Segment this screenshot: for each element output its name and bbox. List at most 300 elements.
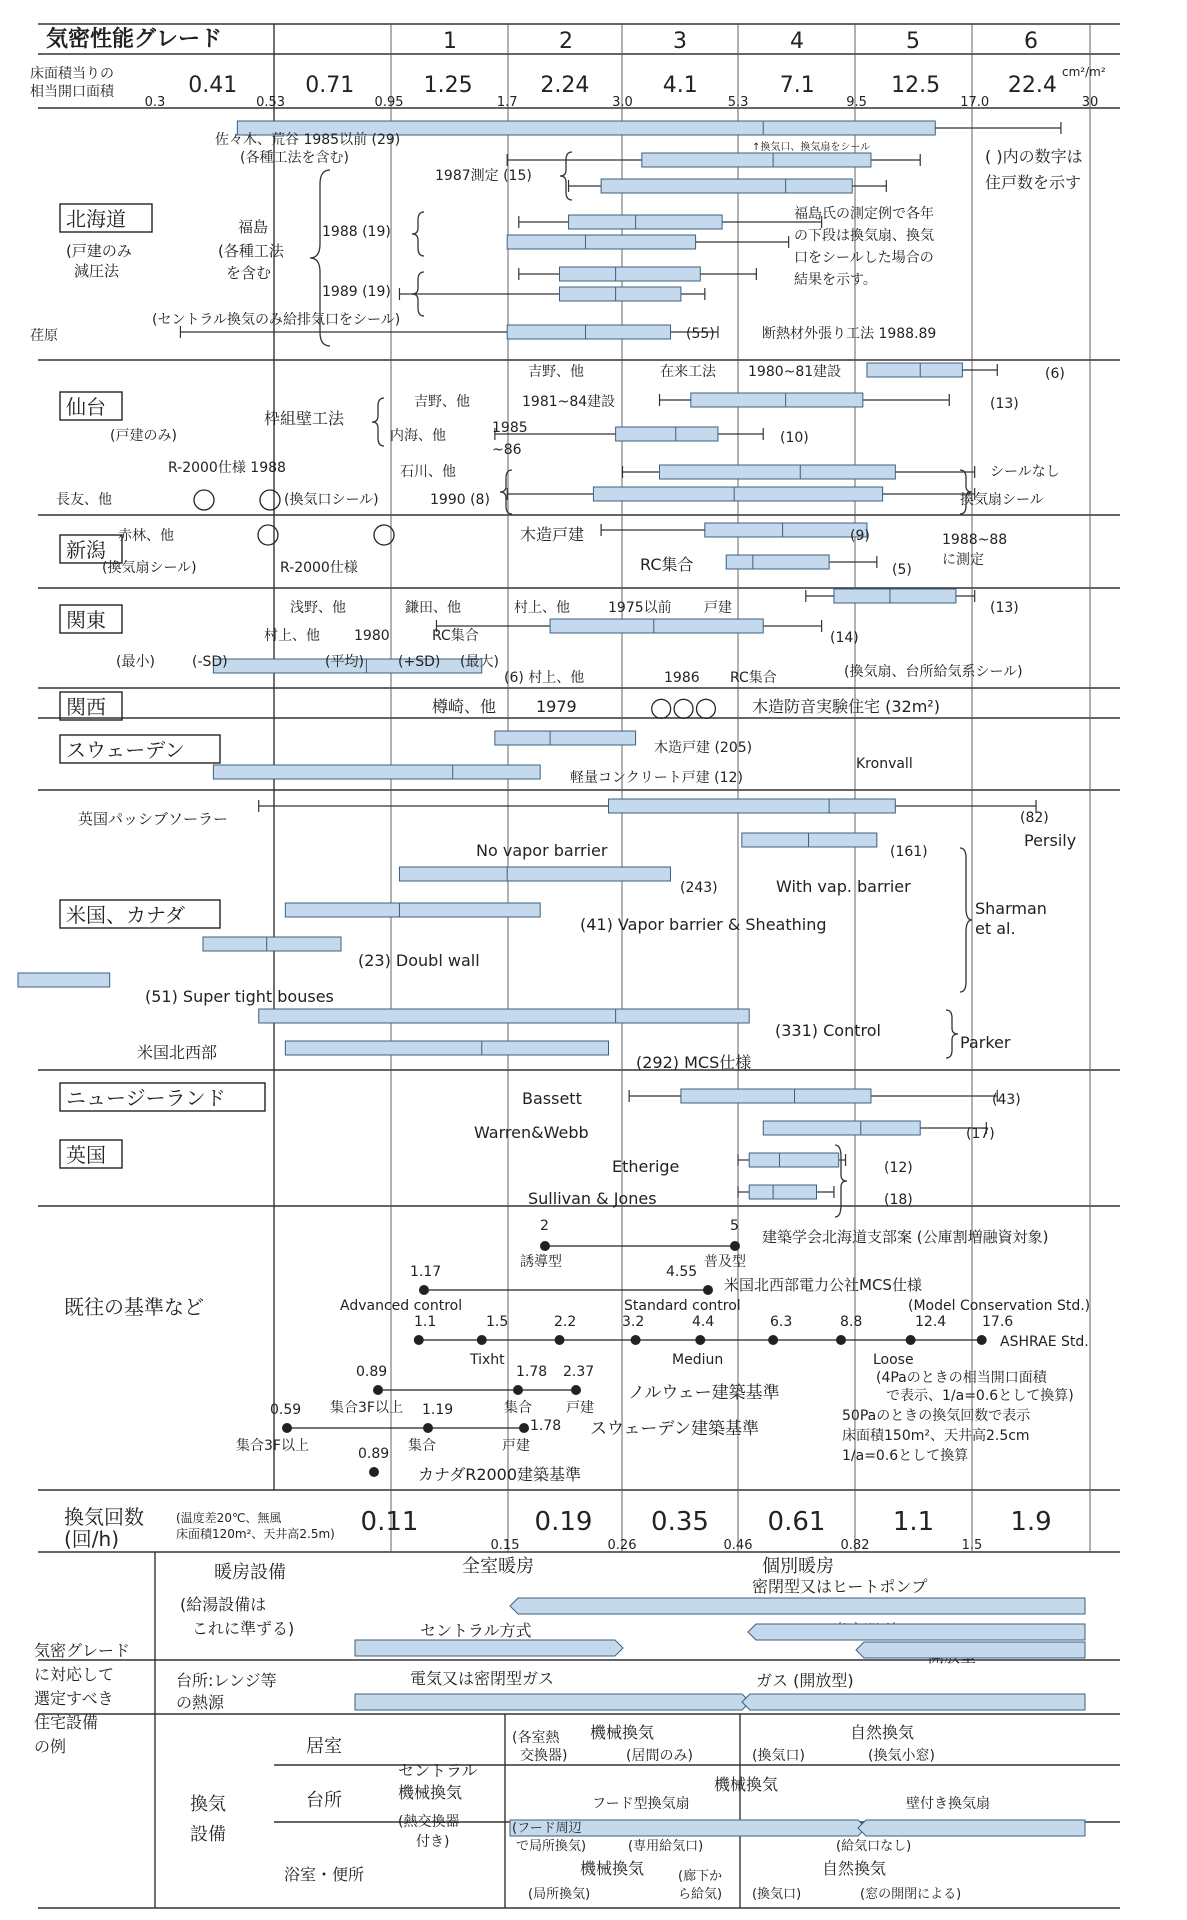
ann-yoshino2: 吉野、他 [414, 394, 470, 410]
ach-value-3: 0.61 [767, 1507, 826, 1537]
std-a44: 4.4 [692, 1314, 715, 1330]
box-1 [642, 153, 871, 167]
bar-kaiho [856, 1642, 1085, 1658]
std-s5: 5 [730, 1218, 739, 1234]
ann-fuku-note-1: 福島氏の測定例で各年 [794, 206, 934, 222]
eq-zenshitsu: 全室暖房 [462, 1556, 534, 1577]
std-s178: 1.78 [530, 1418, 562, 1434]
ann-n55: (55) [686, 326, 715, 342]
boxplot-21 [742, 833, 877, 847]
header-grade-row [46, 26, 1038, 54]
box-27 [285, 1041, 608, 1055]
eq-central-vent-2: 機械換気 [398, 1783, 463, 1802]
standards-section [64, 1218, 1090, 1484]
box-30 [749, 1153, 838, 1167]
region-usa: 米国、カナダ [66, 903, 185, 927]
area-value-4: 4.1 [662, 73, 698, 98]
area-value-7: 22.4 [1007, 73, 1057, 98]
grade-label: 気密性能グレード [46, 27, 223, 52]
ann-fuku-note-3: 口をシールした場合の [794, 250, 934, 266]
ann-wakugumi: 枠組壁工法 [264, 409, 345, 428]
ann-bassett: Bassett [522, 1089, 582, 1108]
ach-cond-1: (温度差20℃、無風 [176, 1511, 282, 1525]
ann-sotobari: 断熱材外張り工法 1988.89 [762, 326, 937, 342]
eq-dedicated: (専用給気口) [628, 1839, 704, 1854]
ann-built8081: 1980~81建設 [748, 364, 842, 380]
box-13 [705, 523, 867, 537]
ashrae-dot-8 [977, 1335, 987, 1345]
std-norway: ノルウェー建築基準 [628, 1383, 780, 1403]
area-tick-2: 0.95 [374, 95, 404, 110]
area-tick-1: 0.53 [256, 95, 286, 110]
region-sweden: スウェーデン [66, 738, 185, 762]
boxplot-30 [738, 1153, 846, 1167]
std-std: Standard control [624, 1298, 741, 1314]
grade-4: 4 [790, 29, 804, 54]
ann-sw-wood: 木造戸建 (205) [654, 740, 753, 756]
box-5 [560, 267, 701, 281]
eq-hood-1: (フード周辺 [512, 1821, 582, 1836]
std-pa50-1: 50Paのときの換気回数で表示 [842, 1408, 1031, 1424]
ann-zairai: 在来工法 [660, 364, 716, 380]
bar-central [355, 1640, 623, 1656]
std-n237: 2.37 [563, 1364, 595, 1380]
ann-1986: 1986 [664, 670, 700, 686]
boxplot-16 [436, 619, 821, 633]
ann-kakusyu: (各種工法を含む) [240, 150, 349, 166]
ach-tick-2: 0.46 [723, 1538, 753, 1553]
eq-kankiko: (換気口) [752, 1748, 805, 1764]
boxplot-28 [629, 1089, 997, 1103]
boxplot-3 [519, 215, 822, 229]
area-value-6: 12.5 [891, 73, 941, 98]
eq-mech-vent3: 機械換気 [580, 1859, 645, 1878]
box-19 [213, 765, 540, 779]
ann-n17: (17) [966, 1126, 995, 1142]
ann-tarusaki: 樽崎、他 [432, 697, 497, 716]
std-s119: 1.19 [422, 1402, 454, 1418]
ach-value-0: 0.11 [360, 1507, 419, 1537]
boxplot-26 [259, 1009, 750, 1023]
std-aij-dot-1 [540, 1241, 550, 1251]
ann-murakami2: 村上、他 [264, 628, 320, 644]
area-tick-8: 30 [1081, 95, 1099, 110]
ann-soundproof: 木造防音実験住宅 (32m²) [752, 697, 940, 716]
box-31 [749, 1185, 816, 1199]
std-a88: 8.8 [840, 1314, 863, 1330]
std-v455: 4.55 [666, 1264, 698, 1280]
eq-corridor-2: ら給気) [678, 1887, 723, 1902]
ann-seal-nashi: シールなし [990, 464, 1060, 480]
std-s059: 0.59 [270, 1402, 302, 1418]
ach-value-2: 0.35 [651, 1507, 709, 1537]
eq-mippei-hp: 密閉型又はヒートポンプ [752, 1577, 928, 1596]
eq-central-vent-4: 付き) [416, 1834, 450, 1850]
eq-central-vent-1: セントラル [398, 1761, 478, 1780]
box-6 [560, 287, 681, 301]
ann-1985-2: ~86 [492, 442, 522, 458]
marker-circle-3 [258, 525, 278, 545]
std-norway-dot-1 [373, 1385, 383, 1395]
eq-room: 居室 [306, 1736, 342, 1757]
ann-fuku-note-4: 結果を示す。 [794, 272, 877, 288]
std-a176: 17.6 [982, 1314, 1014, 1330]
ann-1985-1: 1985 [492, 420, 528, 436]
ann-mcs: (292) MCS仕様 [636, 1053, 752, 1072]
std-a15: 1.5 [486, 1314, 509, 1330]
ashrae-dot-2 [555, 1335, 565, 1345]
std-a124: 12.4 [915, 1314, 947, 1330]
std-pa4-2: で表示、1/a=0.6として換算) [886, 1388, 1074, 1404]
ann-8888-2: に測定 [942, 552, 984, 568]
std-model: (Model Conservation Std.) [908, 1298, 1091, 1314]
ann-sw-concrete: 軽量コンクリート戸建 (12) [570, 770, 743, 786]
eq-local: (局所換気) [528, 1887, 591, 1902]
brace-sharman [960, 848, 972, 992]
std-mediun: Mediun [672, 1352, 724, 1368]
boxplot-4 [507, 235, 788, 249]
boxplot-10 [495, 427, 763, 441]
area-tick-3: 1.7 [496, 95, 518, 110]
box-8 [867, 363, 962, 377]
std-s-shugo3f: 集合3F以上 [236, 1438, 309, 1454]
ann-fan-kitchen-seal: (換気扇、台所給気系シール) [844, 664, 1023, 680]
grade-5: 5 [906, 29, 920, 54]
ashrae-dot-5 [768, 1335, 778, 1345]
ann-super: (51) Super tight bouses [145, 987, 334, 1006]
eq-electric: 電気又は密閉型ガス [410, 1669, 555, 1688]
box-9 [691, 393, 863, 407]
boxplot-24 [203, 937, 341, 951]
ann-n6: (6) [1045, 366, 1065, 382]
box-24 [203, 937, 341, 951]
eq-hood-fan: フード型換気扇 [592, 1796, 690, 1812]
ann-1987: 1987測定 (15) [435, 168, 532, 184]
box-2 [601, 179, 852, 193]
ann-1979: 1979 [536, 697, 577, 716]
brace-wakugumi [372, 398, 384, 446]
grade-2: 2 [559, 29, 573, 54]
ann-kronvall: Kronvall [856, 756, 913, 772]
eq-ima-only: (居間のみ) [626, 1748, 693, 1764]
box-7 [507, 325, 670, 339]
eq-vent-2: 設備 [190, 1824, 226, 1845]
ann-yoshino: 吉野、他 [528, 364, 584, 380]
ashrae-dot-7 [906, 1335, 916, 1345]
ann-note-paren-2: 住戸数を示す [985, 173, 1082, 192]
ann-n9: (9) [850, 528, 870, 544]
ann-heikin: (平均) [325, 654, 364, 670]
std-a22: 2.2 [554, 1314, 577, 1330]
ann-circles3: ◯◯◯ [650, 695, 718, 719]
ashrae-dot-3 [631, 1335, 641, 1345]
box-22 [399, 867, 670, 881]
box-12 [593, 487, 882, 501]
ann-1990: 1990 (8) [430, 492, 490, 508]
ann-central-seal: (セントラル換気のみ給排気口をシール) [152, 312, 401, 328]
std-yudo: 誘導型 [520, 1254, 562, 1270]
box-10 [616, 427, 718, 441]
ach-tick-4: 1.5 [961, 1538, 983, 1553]
ann-n14: (14) [830, 630, 859, 646]
ann-etherige: Etherige [612, 1157, 680, 1176]
eq-vent-1: 換気 [190, 1794, 226, 1815]
brace-1990 [500, 470, 512, 514]
ann-n43: (43) [992, 1092, 1021, 1108]
ann-n13: (13) [990, 396, 1019, 412]
region-uk: 英国 [66, 1143, 106, 1167]
std-n-kodate: 戸建 [566, 1400, 594, 1416]
boxplot-29 [763, 1121, 986, 1135]
eq-window: (窓の開閉による) [860, 1887, 962, 1902]
std-canada-dot [369, 1467, 379, 1477]
std-pa50-2: 床面積150m²、天井高2.5cm [842, 1428, 1030, 1444]
ann-n161: (161) [890, 844, 928, 860]
ann-1989: 1989 (19) [322, 284, 391, 300]
brace-parker [946, 1010, 958, 1058]
eq-central-vent-3: (熱交換器 [398, 1814, 460, 1830]
region-kanto: 関東 [66, 608, 106, 632]
ann-1980: 1980 [354, 628, 390, 644]
eq-side-2: に対応して [34, 1665, 115, 1684]
region-labels [60, 204, 265, 1168]
boxplot-11 [623, 465, 975, 479]
header-area-row [30, 65, 1106, 110]
box-20 [608, 799, 895, 813]
box-14 [726, 555, 829, 569]
std-sweden-dot-3 [519, 1423, 529, 1433]
boxplot-2 [569, 179, 887, 193]
eq-mech-vent2: 機械換気 [714, 1775, 779, 1794]
std-pa50-3: 1/a=0.6として換算 [842, 1448, 969, 1464]
ach-value-1: 0.19 [534, 1507, 593, 1537]
ann-fukushima: 福島 [238, 218, 269, 236]
region-sendai: 仙台 [66, 395, 106, 419]
brace-1988 [412, 212, 424, 256]
area-tick-5: 5.3 [727, 95, 749, 110]
ann-fuku-note-2: の下段は換気扇、換気 [794, 228, 934, 244]
std-aij: 建築学会北海道支部案 (公庫割増融資対象) [762, 1228, 1049, 1246]
ann-murakami: 村上、他 [514, 600, 570, 616]
std-n089: 0.89 [356, 1364, 388, 1380]
eq-side-5: の例 [34, 1737, 67, 1756]
std-sweden-dot-2 [423, 1423, 433, 1433]
ann-sullivan: Sullivan & Jones [528, 1189, 657, 1208]
area-tick-6: 9.5 [846, 95, 867, 110]
eq-kitchen: 台所 [306, 1790, 342, 1811]
boxplot-31 [738, 1185, 834, 1199]
grade-1: 1 [443, 29, 457, 54]
ann-msd: (-SD) [192, 654, 228, 670]
ashrae-dot-6 [836, 1335, 846, 1345]
std-norway-dot-2 [513, 1385, 523, 1395]
eq-kakushitsu-1: (各室熱 [512, 1730, 560, 1746]
ann-fukushima-3: を含む [226, 264, 272, 282]
eq-side-4: 住宅設備 [34, 1713, 99, 1732]
unit-label: cm²/m² [1062, 65, 1106, 79]
box-28 [681, 1089, 871, 1103]
std-loose: Loose [873, 1352, 914, 1368]
boxplot-22 [399, 867, 670, 881]
ann-saidai: (最大) [460, 654, 499, 670]
area-value-1: 0.71 [305, 73, 355, 98]
ann-rc-shugo2: RC集合 [432, 628, 479, 644]
eq-mech-vent: 機械換気 [590, 1723, 655, 1742]
ann-n243: (243) [680, 880, 718, 896]
eq-kankiko2: (換気口) [752, 1887, 802, 1902]
area-tick-0: 0.3 [144, 95, 166, 110]
ann-r2000-1988: R-2000仕様 1988 [168, 460, 286, 476]
ann-rc-shugo3: RC集合 [730, 670, 777, 686]
ann-before1975: 1975以前 [608, 600, 672, 616]
ach-tick-1: 0.26 [607, 1538, 637, 1553]
ann-kamata: 鎌田、他 [405, 600, 461, 616]
ann-mokuzo-kodate: 木造戸建 [520, 525, 585, 544]
ann-asano: 浅野、他 [290, 600, 346, 616]
box-4 [507, 235, 695, 249]
std-sweden: スウェーデン建築基準 [590, 1419, 759, 1439]
ann-n41: (41) Vapor barrier & Sheathing [580, 915, 827, 934]
std-tixht: Tixht [470, 1352, 505, 1368]
region-niigata: 新潟 [66, 538, 106, 562]
ach-tick-0: 0.15 [490, 1538, 520, 1553]
ann-n12: (12) [884, 1160, 913, 1176]
area-label-1: 床面積当りの [30, 66, 114, 82]
box-23 [285, 903, 540, 917]
box-3 [569, 215, 723, 229]
region-kansai: 関西 [66, 695, 106, 719]
bar-gas-open [742, 1694, 1085, 1710]
std-a63: 6.3 [770, 1314, 793, 1330]
ann-fan-seal2: (換気扇シール) [102, 560, 197, 576]
ach-row [64, 1505, 1052, 1553]
ach-value-5: 1.9 [1010, 1507, 1052, 1537]
std-title: 既往の基準など [64, 1295, 204, 1319]
area-value-3: 2.24 [540, 73, 590, 98]
grade-6: 6 [1024, 29, 1038, 54]
box-25 [18, 973, 110, 987]
area-tick-7: 17.0 [960, 95, 990, 110]
std-s-kodate: 戸建 [502, 1438, 530, 1454]
eq-heating-3: これに準ずる) [192, 1619, 295, 1638]
ashrae-dot-1 [477, 1335, 487, 1345]
box-21 [742, 833, 877, 847]
ann-sasaki: 佐々木、荒谷 1985以前 (29) [215, 132, 401, 148]
std-canada: カナダR2000建築基準 [418, 1465, 582, 1484]
boxplot-25 [0, 973, 110, 987]
bar-wall-fan [858, 1820, 1085, 1836]
std-pa4-1: (4Paのときの相当開口面積 [876, 1370, 1047, 1386]
eq-kanki-komado: (換気小窓) [868, 1748, 935, 1764]
box-15 [834, 589, 956, 603]
std-adv: Advanced control [340, 1298, 463, 1314]
ann-n5: (5) [892, 562, 912, 578]
ann-kankiko-seal: (換気口シール) [284, 492, 379, 508]
ann-1988: 1988 (19) [322, 224, 391, 240]
marker-circle-2 [260, 490, 280, 510]
ann-with-vap: With vap. barrier [776, 877, 911, 896]
ann-seal-small: ↑換気口、換気扇をシール [752, 142, 871, 153]
eq-kobetsu: 個別暖房 [762, 1556, 834, 1577]
boxplot-6 [399, 287, 704, 301]
eq-hood-2: で局所換気) [516, 1839, 587, 1854]
ann-doubl: (23) Doubl wall [358, 951, 480, 970]
region-hokkaido-sub2: 減圧法 [74, 262, 120, 280]
std-n-shugo3f: 集合3F以上 [330, 1400, 403, 1416]
std-mcs-spec: 米国北西部電力公社MCS仕様 [724, 1276, 922, 1294]
ann-persily: Persily [1024, 831, 1077, 850]
boxplot-20 [259, 799, 1036, 813]
ann-8888-1: 1988~88 [942, 532, 1008, 548]
boxplot-1 [507, 153, 920, 167]
ashrae-dot-4 [695, 1335, 705, 1345]
ach-cond-2: 床面積120m²、天井高2.5m) [176, 1527, 335, 1541]
std-n-shugo: 集合 [504, 1400, 532, 1416]
eq-corridor-1: (廊下か [678, 1869, 723, 1884]
std-aij-dot-2 [730, 1241, 740, 1251]
bar-electric [355, 1694, 750, 1710]
std-mcs-dot-1 [419, 1285, 429, 1295]
ann-n6-murakami: (6) 村上、他 [504, 670, 585, 686]
eq-heating: 暖房設備 [214, 1562, 286, 1583]
ann-saisho: (最小) [116, 654, 155, 670]
ann-kodate: 戸建 [704, 600, 732, 616]
std-ashrae: ASHRAE Std. [1000, 1334, 1089, 1350]
ann-fan-seal: 換気扇シール [960, 492, 1044, 508]
ann-n13b: (13) [990, 600, 1019, 616]
ann-shohara: 荏原 [30, 328, 58, 344]
ann-note-paren-1: ( )内の数字は [985, 147, 1083, 166]
ann-ishikawa: 石川、他 [400, 464, 456, 480]
box-18 [495, 731, 636, 745]
box-11 [660, 465, 896, 479]
eq-heating-2: (給湯設備は [180, 1595, 267, 1614]
eq-bath: 浴室・便所 [284, 1865, 365, 1884]
std-fukyu: 普及型 [704, 1254, 746, 1270]
ann-rc-shugo: RC集合 [640, 555, 694, 574]
std-a11: 1.1 [414, 1314, 437, 1330]
std-s2: 2 [540, 1218, 549, 1234]
brace-1987 [560, 152, 572, 200]
ach-label-1: 換気回数 [64, 1505, 144, 1529]
grade-3: 3 [673, 29, 687, 54]
ann-warren: Warren&Webb [474, 1123, 589, 1142]
ashrae-dot-0 [414, 1335, 424, 1345]
std-norway-dot-3 [571, 1385, 581, 1395]
ann-nagatomo: 長友、他 [56, 492, 112, 508]
ach-value-4: 1.1 [892, 1507, 935, 1537]
std-c089: 0.89 [358, 1446, 390, 1462]
boxplot-15 [806, 589, 975, 603]
box-26 [259, 1009, 750, 1023]
area-value-2: 1.25 [423, 73, 473, 98]
ann-no-vapor: No vapor barrier [476, 841, 608, 860]
ann-psd: (+SD) [398, 654, 441, 670]
ann-fukushima-2: (各種工法 [218, 242, 284, 260]
area-label-2: 相当開口面積 [30, 84, 114, 100]
equipment-section [34, 1556, 1085, 1902]
boxplot-27 [285, 1041, 608, 1055]
region-hokkaido: 北海道 [66, 207, 126, 231]
ann-sharman-1: Sharman [975, 899, 1047, 918]
boxplot-18 [495, 731, 636, 745]
ann-uk-passive: 英国パッシブソーラー [78, 810, 229, 828]
eq-gas-open: ガス (開放型) [756, 1671, 854, 1690]
ann-control: (331) Control [775, 1021, 881, 1040]
std-mcs-dot-2 [703, 1285, 713, 1295]
std-a32: 3.2 [622, 1314, 645, 1330]
eq-side-3: 選定すべき [34, 1689, 114, 1708]
